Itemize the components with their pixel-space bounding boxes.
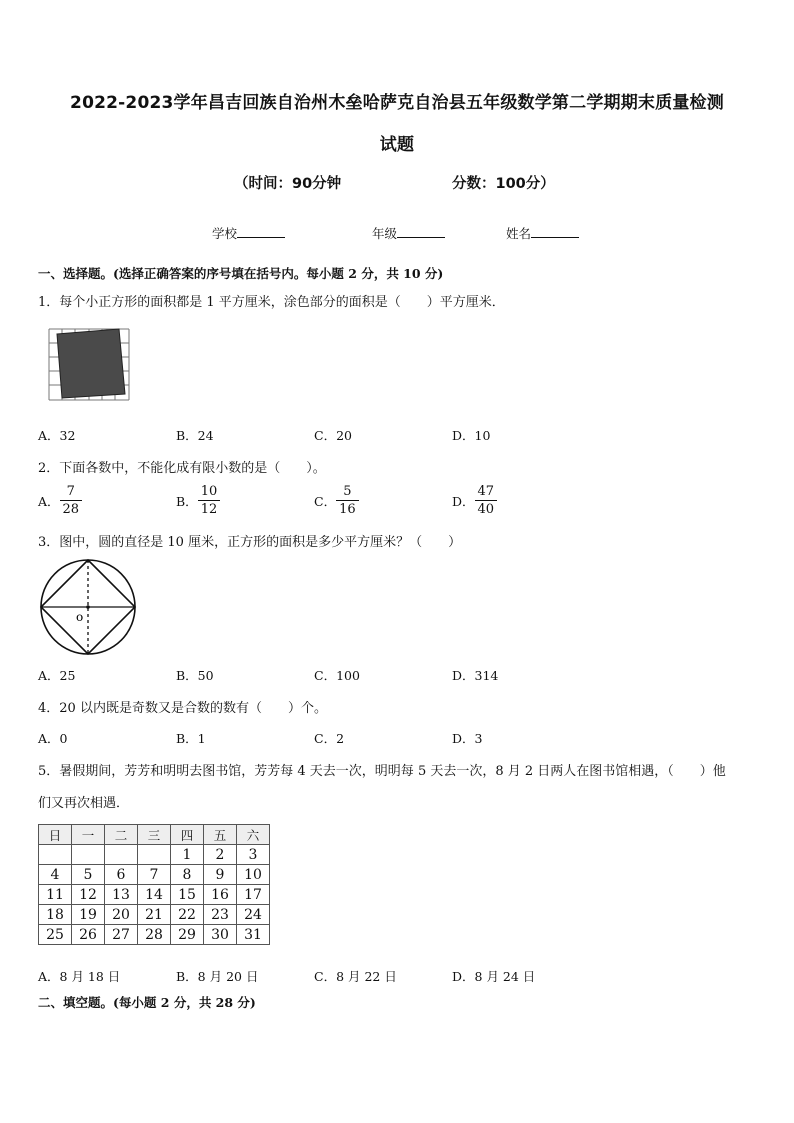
center-label: o	[76, 610, 84, 624]
q3-option-b[interactable]: B．50	[176, 668, 214, 683]
page-title-line2: 试题	[379, 135, 415, 155]
calendar-week-row	[39, 905, 270, 925]
day-cell: 10	[237, 865, 270, 885]
q1-option-c[interactable]: C．20	[314, 428, 352, 443]
center-point	[86, 605, 90, 609]
weekday-header: 四	[171, 825, 204, 845]
q2-option-a-label: A．	[38, 493, 60, 509]
grade-label: 年级	[372, 226, 398, 241]
weekday-header: 二	[105, 825, 138, 845]
day-cell	[72, 845, 105, 865]
q5-option-d[interactable]: D．8 月 24 日	[452, 969, 536, 984]
numerator: 5	[336, 483, 359, 501]
day-cell	[138, 845, 171, 865]
calendar-week-row	[39, 885, 270, 905]
fraction	[198, 483, 221, 518]
q4-option-a[interactable]: A．0	[38, 731, 68, 746]
numerator: 47	[475, 483, 498, 501]
day-cell: 31	[237, 925, 270, 945]
day-cell: 13	[105, 885, 138, 905]
day-cell: 18	[39, 905, 72, 925]
day-cell: 26	[72, 925, 105, 945]
question-5-text-line2: 们又再次相遇．	[38, 796, 130, 811]
weekday-header: 六	[237, 825, 270, 845]
day-cell: 2	[204, 845, 237, 865]
denominator: 12	[200, 502, 218, 517]
school-label: 学校	[212, 226, 238, 241]
q3-option-d[interactable]: D．314	[452, 668, 499, 683]
q3-option-a[interactable]: A．25	[38, 668, 76, 683]
day-cell: 5	[72, 865, 105, 885]
day-cell: 14	[138, 885, 171, 905]
q4-option-d[interactable]: D．3	[452, 731, 483, 746]
day-cell: 19	[72, 905, 105, 925]
day-cell: 8	[171, 865, 204, 885]
day-cell: 22	[171, 905, 204, 925]
q2-option-a[interactable]	[38, 483, 82, 518]
denominator: 16	[339, 502, 356, 517]
fraction	[60, 483, 83, 518]
calendar-week-row	[39, 925, 270, 945]
exam-score: 分数：100分）	[452, 176, 555, 192]
day-cell: 17	[237, 885, 270, 905]
grid-figure	[48, 328, 130, 402]
calendar-table	[38, 824, 270, 945]
q2-option-d-label: D．	[452, 493, 475, 509]
fraction	[475, 483, 498, 518]
q2-option-d[interactable]	[452, 483, 497, 518]
numerator: 7	[60, 483, 83, 501]
day-cell: 12	[72, 885, 105, 905]
day-cell: 30	[204, 925, 237, 945]
school-field[interactable]	[212, 224, 285, 242]
denominator: 28	[62, 502, 80, 517]
name-blank[interactable]	[531, 225, 579, 238]
denominator: 40	[477, 502, 495, 517]
fraction	[336, 483, 359, 518]
question-1-text: 1．每个小正方形的面积都是 1 平方厘米，涂色部分的面积是（ ）平方厘米．	[38, 295, 505, 310]
day-cell: 20	[105, 905, 138, 925]
page-title: 2022-2023学年昌吉回族自治州木垒哈萨克自治县五年级数学第二学期期末质量检测	[70, 93, 724, 113]
day-cell: 6	[105, 865, 138, 885]
day-cell: 15	[171, 885, 204, 905]
weekday-header: 三	[138, 825, 171, 845]
day-cell: 21	[138, 905, 171, 925]
day-cell: 9	[204, 865, 237, 885]
question-4-text: 4．20 以内既是奇数又是合数的数有（ ）个。	[38, 701, 327, 716]
q2-option-c-label: C．	[314, 493, 337, 509]
day-cell	[39, 845, 72, 865]
day-cell: 11	[39, 885, 72, 905]
section-2-heading: 二、填空题。(每小题 2 分，共 28 分)	[38, 995, 256, 1010]
q3-option-c[interactable]: C．100	[314, 668, 360, 683]
q1-option-b[interactable]: B．24	[176, 428, 214, 443]
day-cell: 24	[237, 905, 270, 925]
q4-option-b[interactable]: B．1	[176, 731, 206, 746]
shaded-square	[57, 329, 125, 398]
q1-option-a[interactable]: A．32	[38, 428, 76, 443]
grade-field[interactable]	[372, 224, 445, 242]
day-cell: 3	[237, 845, 270, 865]
calendar-header-row	[39, 825, 270, 845]
day-cell: 4	[39, 865, 72, 885]
calendar-week-row	[39, 845, 270, 865]
q4-option-c[interactable]: C．2	[314, 731, 345, 746]
calendar-week-row	[39, 865, 270, 885]
section-1-heading: 一、选择题。(选择正确答案的序号填在括号内。每小题 2 分，共 10 分)	[38, 266, 444, 281]
day-cell: 27	[105, 925, 138, 945]
day-cell: 29	[171, 925, 204, 945]
weekday-header: 日	[39, 825, 72, 845]
numerator: 10	[198, 483, 221, 501]
day-cell: 28	[138, 925, 171, 945]
day-cell: 7	[138, 865, 171, 885]
day-cell: 1	[171, 845, 204, 865]
name-label: 姓名	[506, 226, 532, 241]
q5-option-c[interactable]: C．8 月 22 日	[314, 969, 397, 984]
day-cell: 25	[39, 925, 72, 945]
q2-option-b-label: B．	[176, 493, 198, 509]
day-cell: 23	[204, 905, 237, 925]
exam-time: （时间：90分钟	[234, 176, 342, 192]
q2-option-c[interactable]	[314, 483, 359, 518]
weekday-header: 一	[72, 825, 105, 845]
day-cell: 16	[204, 885, 237, 905]
weekday-header: 五	[204, 825, 237, 845]
circle-square-figure	[38, 558, 138, 658]
school-blank[interactable]	[237, 225, 285, 238]
q5-option-b[interactable]: B．8 月 20 日	[176, 969, 259, 984]
day-cell	[105, 845, 138, 865]
question-2-text: 2．下面各数中，不能化成有限小数的是（ ）。	[38, 461, 326, 476]
question-5-text: 5．暑假期间，芳芳和明明去图书馆，芳芳每 4 天去一次，明明每 5 天去一次，8 月 2 日两人在图书馆相遇，（ ）他	[38, 764, 726, 779]
name-field[interactable]	[506, 224, 579, 242]
q1-option-d[interactable]: D．10	[452, 428, 491, 443]
q2-option-b[interactable]	[176, 483, 220, 518]
question-3-text: 3．图中，圆的直径是 10 厘米，正方形的面积是多少平方厘米？（ ）	[38, 535, 462, 550]
q5-option-a[interactable]: A．8 月 18 日	[38, 969, 121, 984]
grade-blank[interactable]	[397, 225, 445, 238]
